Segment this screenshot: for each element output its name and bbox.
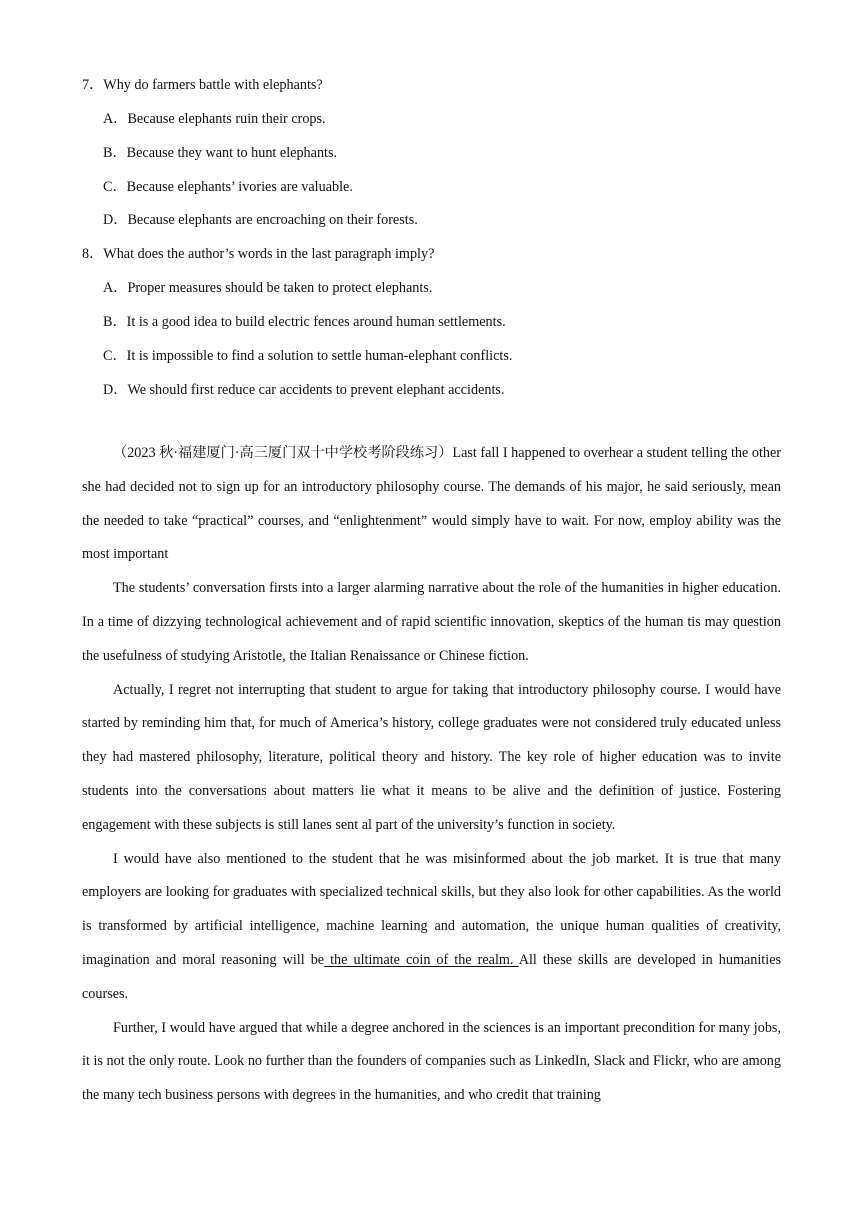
- question-7-option-c: [103, 176, 353, 196]
- passage-paragraph-1: [82, 437, 781, 572]
- question-8: [82, 243, 434, 263]
- reading-passage: [82, 437, 781, 1113]
- passage-paragraph-5: Further, I would have argued that while a degree anchored in the sciences is an important precondition for many jobs, it is not the only route. Look no further than the founders of companies such as LinkedIn, Slack and Flickr, who are among the many tech business persons with degrees in the humanities, and who credit that training: [82, 1019, 781, 1104]
- option-text: Because they want to hunt elephants.: [126, 145, 338, 161]
- question-8-option-b: [103, 311, 506, 331]
- passage-paragraph-4: [82, 843, 781, 1012]
- option-label: B．: [103, 314, 127, 330]
- option-label: D．: [103, 212, 128, 228]
- option-label: C．: [103, 348, 127, 364]
- paragraph-text: All these skills are developed in humanities courses.: [82, 951, 782, 1002]
- passage-source: （2023 秋·福建厦门·高三厦门双十中学校考阶段练习）: [113, 445, 453, 461]
- option-label: A．: [103, 280, 128, 296]
- question-7-option-d: [103, 209, 418, 229]
- question-8-option-d: [103, 379, 504, 399]
- option-text: We should first reduce car accidents to prevent elephant accidents.: [127, 382, 505, 398]
- option-text: Because elephants are encroaching on their forests.: [127, 212, 418, 228]
- question-7: [82, 74, 323, 94]
- question-stem: Why do farmers battle with elephants?: [103, 77, 323, 93]
- option-text: It is a good idea to build electric fences around human settlements.: [126, 314, 506, 330]
- option-text: It is impossible to find a solution to settle human-elephant conflicts.: [126, 348, 513, 364]
- option-text: Because elephants ruin their crops.: [127, 111, 326, 127]
- paragraph-text: I would have also mentioned to the student that he was misinformed about the job market. It is true that many employers are looking for graduates with specialized technical skills, but they also look for other capabilities. As the world is transformed by artificial intelligence, machine learning and automation, the unique human qualities of creativity, imagination and moral reasoning will be: [82, 850, 781, 968]
- option-label: C．: [103, 179, 127, 195]
- question-7-option-a: [103, 108, 326, 128]
- question-7-option-b: [103, 142, 337, 162]
- passage-paragraph-2: The students’ conversation firsts into a larger alarming narrative about the role of the humanities in higher education. In a time of dizzying technological achievement and of rapid scientific innovation, skeptics of the human tis may question the usefulness of studying Aristotle, the Italian Renaissance or Chinese fiction.: [82, 580, 781, 664]
- question-number: 7．: [82, 77, 104, 93]
- option-label: D．: [103, 382, 128, 398]
- passage-paragraph-3: Actually, I regret not interrupting that student to argue for taking that introductory philosophy course. I would have started by reminding him that, for much of America’s history, college graduates were not considered truly educated unless they had mastered philosophy, literature, political theory and history. The key role of higher education was to invite students into the conversations about matters lie what it means to be alive and the definition of justice. Fostering engagement with these subjects is still lanes sent al part of the university’s function in society.: [82, 681, 781, 833]
- question-8-option-c: [103, 345, 512, 365]
- option-text: Proper measures should be taken to protect elephants.: [127, 280, 433, 296]
- underlined-phrase: the ultimate coin of the realm.: [324, 951, 519, 968]
- question-8-option-a: [103, 277, 432, 297]
- option-label: A．: [103, 111, 128, 127]
- option-text: Because elephants’ ivories are valuable.: [126, 179, 353, 195]
- paragraph-text: Last fall I happened to overhear a student telling the other she had decided not to sign up for an introductory philosophy course. The demands of his major, he said seriously, mean the needed to take “practical” courses, and “enlightenment” would simply have to wait. For now, employ ability was the most important: [82, 445, 782, 563]
- question-stem: What does the author’s words in the last paragraph imply?: [103, 246, 435, 262]
- question-number: 8．: [82, 246, 104, 262]
- option-label: B．: [103, 145, 127, 161]
